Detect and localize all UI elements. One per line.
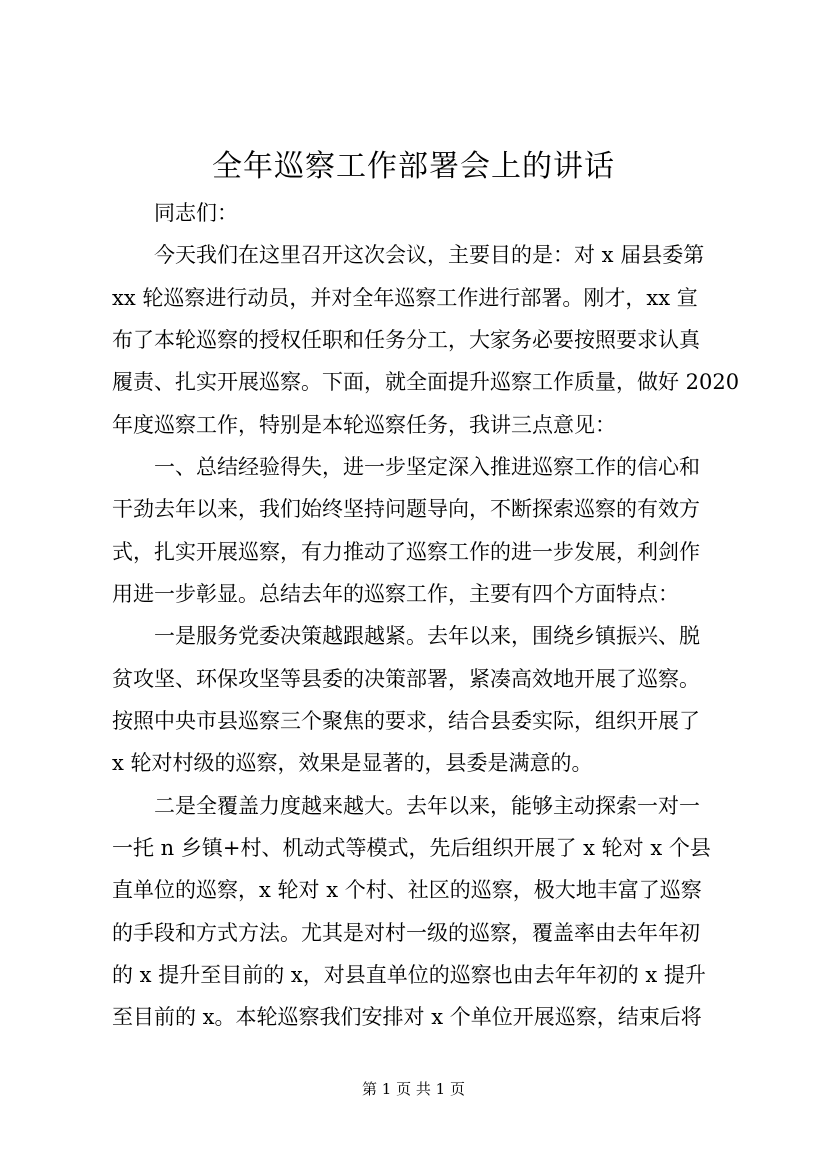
paragraph-line: 年度巡察工作，特别是本轮巡察任务，我讲三点意见： bbox=[112, 413, 616, 437]
paragraph-line: 贫攻坚、环保攻坚等县委的决策部署，紧凑高效地开展了巡察。 bbox=[112, 667, 700, 691]
paragraph-line: 用进一步彰显。总结去年的巡察工作，主要有四个方面特点： bbox=[112, 582, 679, 606]
paragraph-line: 布了本轮巡察的授权任职和任务分工，大家务必要按照要求认真 bbox=[112, 328, 700, 352]
paragraph-line: 干劲去年以来，我们始终坚持问题导向，不断探索巡察的有效方 bbox=[112, 497, 700, 521]
paragraph-line: 按照中央市县巡察三个聚焦的要求，结合县委实际，组织开展了 bbox=[112, 709, 700, 733]
paragraph-line: 式，扎实开展巡察，有力推动了巡察工作的进一步发展，利剑作 bbox=[112, 540, 700, 564]
paragraph-line: 履责、扎实开展巡察。下面，就全面提升巡察工作质量，做好 2020 bbox=[112, 370, 740, 394]
paragraph-line: 的 x 提升至目前的 x，对县直单位的巡察也由去年年初的 x 提升 bbox=[112, 963, 706, 987]
paragraph-line: 一是服务党委决策越跟越紧。去年以来，围绕乡镇振兴、脱 bbox=[154, 624, 700, 648]
paragraph-line: 二是全覆盖力度越来越大。去年以来，能够主动探索一对一 bbox=[154, 794, 700, 818]
paragraph-line: 今天我们在这里召开这次会议，主要目的是：对 x 届县委第 bbox=[154, 243, 705, 267]
paragraph-line: 的手段和方式方法。尤其是对村一级的巡察，覆盖率由去年年初 bbox=[112, 921, 700, 945]
paragraph-line: 至目前的 x。本轮巡察我们安排对 x 个单位开展巡察，结束后将 bbox=[112, 1005, 702, 1029]
paragraph-line: x 轮对村级的巡察，效果是显著的，县委是满意的。 bbox=[112, 751, 593, 775]
page-number-footer: 第 1 页 共 1 页 bbox=[362, 1080, 465, 1098]
paragraph-line: xx 轮巡察进行动员，并对全年巡察工作进行部署。刚才，xx 宣 bbox=[112, 286, 698, 310]
salutation: 同志们： bbox=[154, 201, 238, 225]
paragraph-line: 直单位的巡察，x 轮对 x 个村、社区的巡察，极大地丰富了巡察 bbox=[112, 878, 702, 902]
document-title: 全年巡察工作部署会上的讲话 bbox=[212, 149, 615, 184]
paragraph-line: 一托 n 乡镇+村、机动式等模式，先后组织开展了 x 轮对 x 个县 bbox=[112, 836, 711, 860]
section-heading-line: 一、总结经验得失，进一步坚定深入推进巡察工作的信心和 bbox=[154, 455, 700, 479]
